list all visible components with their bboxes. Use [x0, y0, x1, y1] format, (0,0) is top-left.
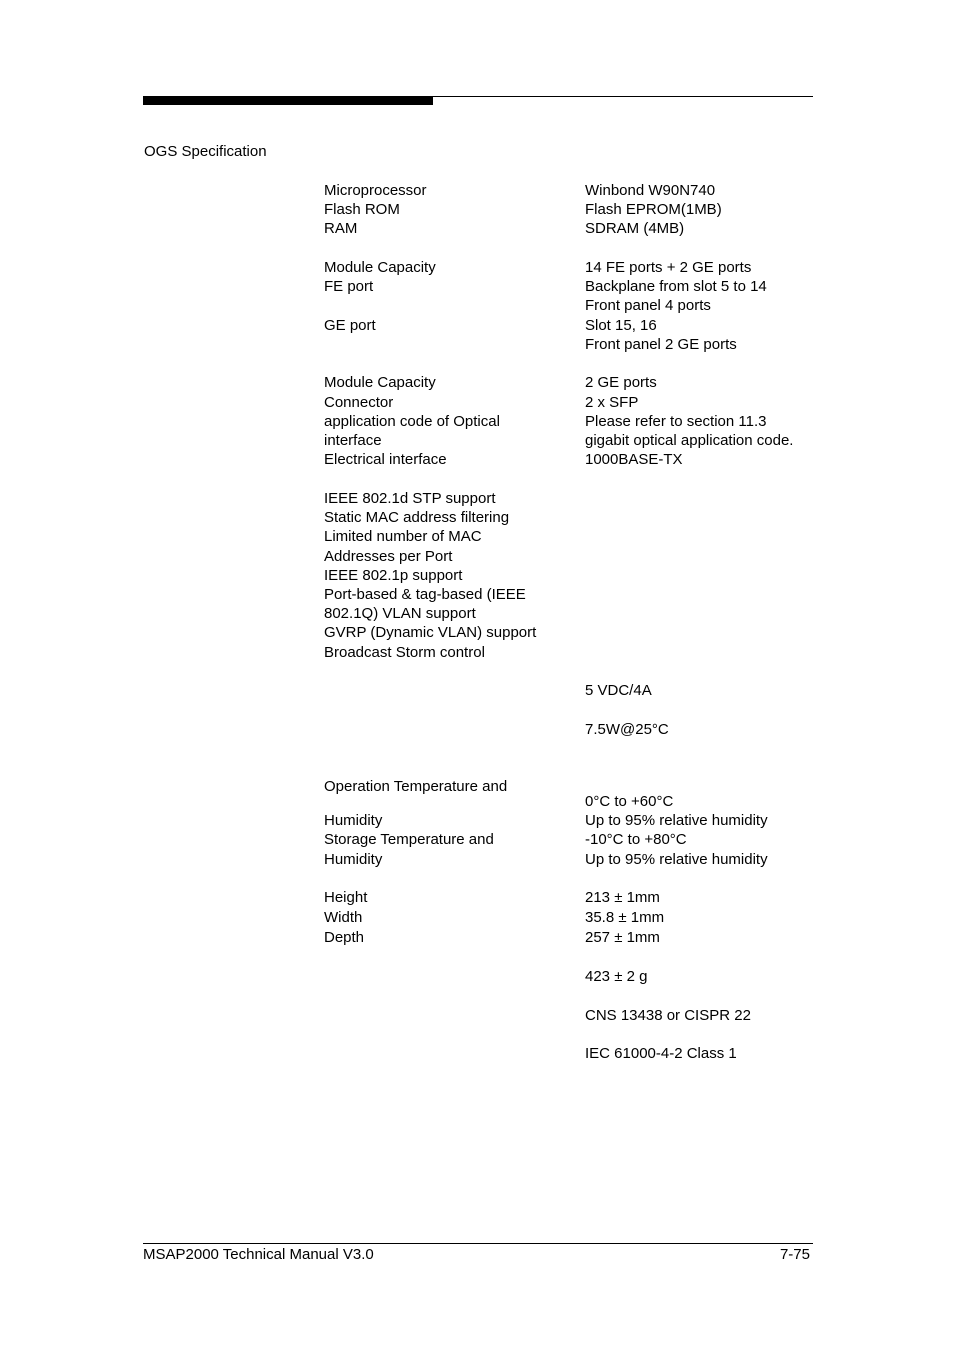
header-rule-thin — [433, 96, 813, 97]
spec-label-electrical-interface: Electrical interface — [324, 451, 447, 468]
spec-value-emi: CNS 13438 or CISPR 22 — [585, 1007, 751, 1024]
spec-value-fe-port-1: Backplane from slot 5 to 14 — [585, 278, 767, 295]
spec-value-width: 35.8 ± 1mm — [585, 909, 665, 926]
spec-value-storage-temp: -10°C to +80°C — [585, 831, 687, 848]
spec-value-depth: 257 ± 1mm — [585, 929, 660, 946]
feature-item: 802.1Q) VLAN support — [324, 605, 476, 622]
spec-value-ge-port-2: Front panel 2 GE ports — [585, 336, 737, 353]
spec-value-connector: 2 x SFP — [585, 394, 639, 411]
spec-label-flash-rom: Flash ROM — [324, 201, 400, 218]
spec-label-module-capacity-2: Module Capacity — [324, 374, 436, 391]
spec-label-operation-env-2: Humidity — [324, 812, 383, 829]
spec-value-esd: IEC 61000-4-2 Class 1 — [585, 1045, 737, 1062]
spec-value-microprocessor: Winbond W90N740 — [585, 182, 716, 199]
footer-manual-title: MSAP2000 Technical Manual V3.0 — [143, 1246, 374, 1263]
feature-item: Limited number of MAC — [324, 528, 482, 545]
section-title: OGS Specification — [144, 143, 267, 160]
feature-item: IEEE 802.1p support — [324, 567, 463, 584]
spec-label-ram: RAM — [324, 220, 358, 237]
spec-label-height: Height — [324, 889, 368, 906]
spec-value-fe-port-2: Front panel 4 ports — [585, 297, 711, 314]
spec-value-module-capacity-1: 14 FE ports + 2 GE ports — [585, 259, 752, 276]
feature-item: Broadcast Storm control — [324, 644, 485, 661]
spec-label-operation-env-1: Operation Temperature and — [324, 778, 508, 795]
spec-value-operation-humidity: Up to 95% relative humidity — [585, 812, 768, 829]
spec-label-connector: Connector — [324, 394, 394, 411]
header-rule-thick — [143, 96, 433, 105]
spec-value-operation-temp: 0°C to +60°C — [585, 793, 674, 810]
spec-label-fe-port: FE port — [324, 278, 374, 295]
feature-item: Static MAC address filtering — [324, 509, 510, 526]
spec-value-power-consumption: 7.5W@25°C — [585, 721, 669, 738]
spec-value-ge-port-1: Slot 15, 16 — [585, 317, 657, 334]
spec-label-width: Width — [324, 909, 363, 926]
spec-label-optical-app-code-1: application code of Optical — [324, 413, 500, 430]
footer-page-number: 7-75 — [779, 1246, 810, 1263]
spec-label-module-capacity-1: Module Capacity — [324, 259, 436, 276]
feature-item: GVRP (Dynamic VLAN) support — [324, 624, 537, 641]
spec-label-microprocessor: Microprocessor — [324, 182, 427, 199]
spec-label-storage-env-1: Storage Temperature and — [324, 831, 494, 848]
spec-value-power-supply: 5 VDC/4A — [585, 682, 652, 699]
feature-item: Port-based & tag-based (IEEE — [324, 586, 526, 603]
spec-label-depth: Depth — [324, 929, 365, 946]
spec-value-module-capacity-2: 2 GE ports — [585, 374, 657, 391]
spec-label-storage-env-2: Humidity — [324, 851, 383, 868]
spec-value-weight: 423 ± 2 g — [585, 968, 648, 985]
spec-value-storage-humidity: Up to 95% relative humidity — [585, 851, 768, 868]
spec-label-ge-port: GE port — [324, 317, 376, 334]
spec-value-optical-app-code-2: gigabit optical application code. — [585, 432, 794, 449]
spec-label-optical-app-code-2: interface — [324, 432, 382, 449]
spec-value-optical-app-code-1: Please refer to section 11.3 — [585, 413, 767, 430]
spec-value-height: 213 ± 1mm — [585, 889, 660, 906]
spec-value-ram: SDRAM (4MB) — [585, 220, 685, 237]
feature-item: IEEE 802.1d STP support — [324, 490, 496, 507]
footer-rule — [143, 1243, 813, 1244]
spec-value-electrical-interface: 1000BASE-TX — [585, 451, 683, 468]
feature-item: Addresses per Port — [324, 548, 453, 565]
spec-value-flash-rom: Flash EPROM(1MB) — [585, 201, 722, 218]
